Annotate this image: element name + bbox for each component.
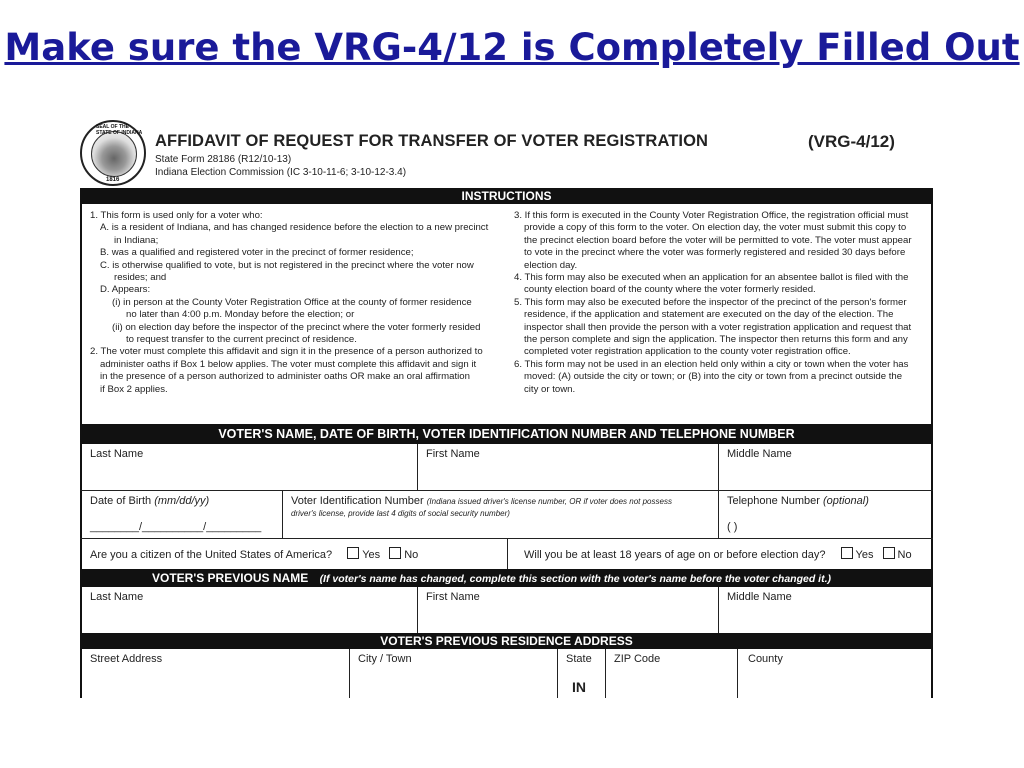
seal-emblem-icon bbox=[91, 131, 137, 177]
instruction-line: A. is a resident of Indiana, and has changed residence before the election to a new precinct bbox=[100, 222, 489, 234]
phone-optional: (optional) bbox=[823, 495, 869, 507]
seal-text: SEAL OF THE STATE OF INDIANA bbox=[96, 124, 143, 136]
instruction-line: city or town. bbox=[524, 383, 576, 395]
phone-label: Telephone Number bbox=[727, 495, 820, 507]
form-code: (VRG-4/12) bbox=[808, 132, 895, 151]
age-question-cell bbox=[508, 539, 933, 569]
instruction-line: residence, if the application and statement are executed on the day of the election. The bbox=[524, 309, 894, 321]
instruction-line: 6. This form may not be used in an election held only within a city or town when the voter has bbox=[514, 358, 909, 370]
instructions-right-column bbox=[514, 210, 929, 396]
instruction-line: (ii) on election day before the inspector of the precinct where the voter formerly resided bbox=[112, 321, 481, 333]
instruction-line: B. was a qualified and registered voter in the precinct of former residence; bbox=[100, 247, 414, 259]
first-name-field[interactable] bbox=[418, 444, 719, 490]
previous-name-note: (If voter's name has changed, complete this section with the voter's name before the voter changed it.) bbox=[319, 573, 832, 585]
instruction-line: if Box 2 applies. bbox=[100, 383, 168, 395]
instruction-line: no later than 4:00 p.m. Monday before the election; or bbox=[126, 309, 355, 321]
previous-name-header bbox=[80, 569, 933, 587]
middle-name-label: Middle Name bbox=[727, 448, 792, 460]
age-no-checkbox[interactable] bbox=[883, 547, 895, 559]
eligibility-row bbox=[80, 539, 933, 569]
instructions-body bbox=[80, 204, 933, 424]
instruction-line: to request transfer to the current precinct of residence. bbox=[126, 334, 357, 346]
dob-field[interactable] bbox=[82, 491, 283, 538]
citizen-question-cell bbox=[82, 539, 508, 569]
yes-label: Yes bbox=[855, 549, 874, 561]
voter-id-note: (Indiana issued driver's license number, OR if voter does not possess bbox=[426, 497, 672, 506]
citizen-yes-checkbox[interactable] bbox=[347, 547, 359, 559]
instruction-line: administer oaths if Box 1 below applies. The voter must complete this affidavit and sign it bbox=[100, 358, 477, 370]
first-name-label: First Name bbox=[426, 448, 480, 460]
instruction-line: resides; and bbox=[114, 272, 167, 284]
previous-address-row bbox=[80, 649, 933, 698]
voter-id-note: driver's license, provide last 4 digits of social security number) bbox=[291, 509, 510, 518]
state-field bbox=[558, 649, 606, 698]
instruction-line: in the presence of a person authorized to administer oaths OR make an oral affirmation bbox=[100, 371, 470, 383]
instruction-line: the precinct election board before the voter will be permitted to vote. The voter must appear bbox=[524, 234, 912, 246]
last-name-label: Last Name bbox=[90, 591, 144, 603]
instruction-line: 3. If this form is executed in the County Voter Registration Office, the registration official must bbox=[514, 210, 909, 221]
street-address-field[interactable] bbox=[82, 649, 350, 698]
age-yes-checkbox[interactable] bbox=[841, 547, 853, 559]
instruction-line: election day. bbox=[524, 259, 578, 271]
instruction-line: moved: (A) outside the city or town; or (B) into the city or town from a precinct outside the bbox=[524, 371, 903, 383]
previous-name-row bbox=[80, 587, 933, 633]
voter-info-header: VOTER'S NAME, DATE OF BIRTH, VOTER IDENTIFICATION NUMBER AND TELEPHONE NUMBER bbox=[80, 424, 933, 444]
city-label: City / Town bbox=[358, 653, 412, 665]
voter-id-label: Voter Identification Number bbox=[291, 495, 424, 507]
citizen-no-checkbox[interactable] bbox=[389, 547, 401, 559]
instructions-header: INSTRUCTIONS bbox=[80, 188, 933, 204]
instruction-line: 2. The voter must complete this affidavit and sign it in the presence of a person authorized to bbox=[90, 346, 483, 358]
zip-code-field[interactable] bbox=[606, 649, 738, 698]
voter-id-field[interactable] bbox=[283, 491, 719, 538]
election-commission: Indiana Election Commission (IC 3-10-11-6; 3-10-12-3.4) bbox=[155, 167, 407, 178]
previous-name-title: VOTER'S PREVIOUS NAME bbox=[152, 571, 309, 585]
street-label: Street Address bbox=[90, 653, 163, 665]
slide-title: Make sure the VRG-4/12 is Completely Filled Out bbox=[4, 26, 1020, 69]
instruction-line: 4. This form may also be executed when an application for an absentee ballot is filed with the bbox=[514, 272, 909, 284]
county-label: County bbox=[748, 653, 783, 665]
phone-field[interactable] bbox=[719, 491, 933, 538]
instruction-line: in Indiana; bbox=[114, 234, 159, 246]
dob-id-phone-row bbox=[80, 491, 933, 538]
citizen-question: Are you a citizen of the United States of America? bbox=[90, 549, 333, 561]
instruction-line: (i) in person at the County Voter Registration Office at the county of former residence bbox=[112, 296, 472, 308]
dob-format: (mm/dd/yy) bbox=[154, 495, 210, 507]
form-title: AFFIDAVIT OF REQUEST FOR TRANSFER OF VOTER REGISTRATION bbox=[155, 132, 709, 150]
last-name-label: Last Name bbox=[90, 448, 144, 460]
previous-middle-name-field[interactable] bbox=[719, 587, 933, 633]
age-question: Will you be at least 18 years of age on or before election day? bbox=[524, 549, 826, 561]
phone-blank: ( ) bbox=[727, 521, 738, 533]
instruction-line: provide a copy of this form to the voter. On election day, the voter must submit this copy to bbox=[524, 222, 907, 234]
instruction-line: 5. This form may also be executed before the inspector of the precinct of the person's former bbox=[514, 296, 907, 308]
previous-first-name-field[interactable] bbox=[418, 587, 719, 633]
instruction-line: county election board of the county where the voter formerly resided. bbox=[524, 284, 816, 296]
state-form-number: State Form 28186 (R12/10-13) bbox=[155, 154, 292, 165]
instructions-left-column bbox=[90, 210, 505, 396]
instruction-line: inspector shall then provide the person with a voter registration application and request that bbox=[524, 321, 912, 333]
seal-year: 1816 bbox=[106, 177, 120, 183]
instruction-line: 1. This form is used only for a voter who: bbox=[90, 210, 263, 221]
city-town-field[interactable] bbox=[350, 649, 558, 698]
zip-label: ZIP Code bbox=[614, 653, 661, 665]
previous-last-name-field[interactable] bbox=[82, 587, 418, 633]
yes-label: Yes bbox=[362, 549, 381, 561]
first-name-label: First Name bbox=[426, 591, 480, 603]
no-label: No bbox=[897, 549, 912, 561]
instruction-line: D. Appears: bbox=[100, 284, 151, 296]
instruction-line: completed voter registration application to the county voter registration office. bbox=[524, 346, 851, 358]
instruction-line: C. is otherwise qualified to vote, but is not registered in the precinct where the voter now bbox=[100, 259, 474, 271]
middle-name-field[interactable] bbox=[719, 444, 933, 490]
state-value: IN bbox=[572, 679, 586, 695]
previous-residence-header: VOTER'S PREVIOUS RESIDENCE ADDRESS bbox=[80, 633, 933, 649]
name-row bbox=[80, 444, 933, 490]
state-label: State bbox=[566, 653, 592, 665]
dob-label: Date of Birth bbox=[90, 495, 152, 507]
no-label: No bbox=[404, 549, 419, 561]
instruction-line: the person complete and sign the application. The inspector then returns this form and any bbox=[524, 334, 908, 346]
instruction-line: to vote in the precinct where the voter was formerly registered and resided 30 days before bbox=[524, 247, 906, 259]
dob-blank: ________/__________/_________ bbox=[90, 521, 262, 533]
voter-transfer-form bbox=[80, 118, 933, 698]
state-seal bbox=[80, 120, 146, 186]
middle-name-label: Middle Name bbox=[727, 591, 792, 603]
county-field[interactable] bbox=[738, 649, 933, 698]
last-name-field[interactable] bbox=[82, 444, 418, 490]
